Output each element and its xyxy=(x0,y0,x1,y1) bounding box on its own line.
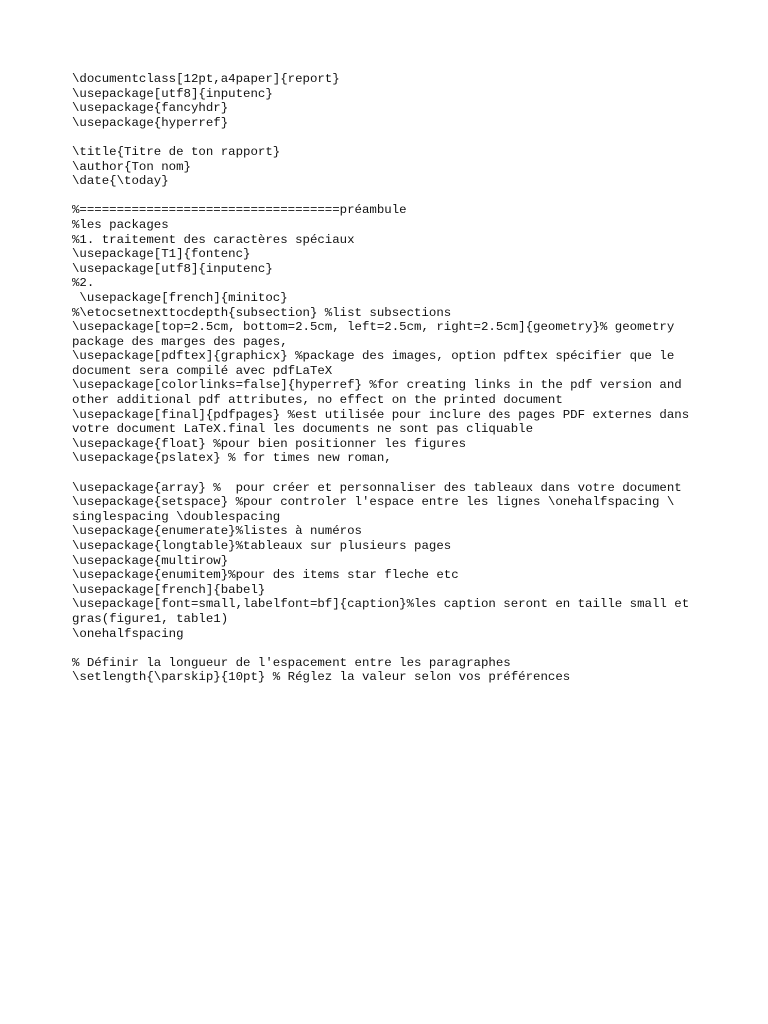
text-line: \usepackage[colorlinks=false]{hyperref} %for creating links in the pdf version and xyxy=(72,378,682,393)
text-line: document sera compilé avec pdfLaTeX xyxy=(72,363,333,378)
text-line: \usepackage{enumitem}%pour des items star fleche etc xyxy=(72,568,459,583)
blank-line xyxy=(72,466,712,481)
text-line: \date{\today} xyxy=(72,174,169,189)
text-line: \usepackage{hyperref} xyxy=(72,115,229,130)
text-line: \usepackage{float} %pour bien positionner les figures xyxy=(72,436,467,451)
text-line: %1. traitement des caractères spéciaux xyxy=(72,232,355,247)
text-line: other additional pdf attributes, no effect on the printed document xyxy=(72,393,563,408)
text-line: \usepackage{array} % pour créer et personnaliser des tableaux dans votre document xyxy=(72,480,682,495)
text-line: \title{Titre de ton rapport} xyxy=(72,144,281,159)
text-line: \usepackage[font=small,labelfont=bf]{caption}%les caption seront en taille small et xyxy=(72,597,690,612)
text-line: %===================================préambule xyxy=(72,203,407,218)
text-line: \usepackage[french]{minitoc} xyxy=(72,290,288,305)
text-line: \onehalfspacing xyxy=(72,626,184,641)
text-line: \usepackage[final]{pdfpages} %est utilisée pour inclure des pages PDF externes dans xyxy=(72,407,690,422)
text-line: \usepackage{pslatex} % for times new roman, xyxy=(72,451,392,466)
text-line: \usepackage[top=2.5cm, bottom=2.5cm, left=2.5cm, right=2.5cm]{geometry}% geometry xyxy=(72,320,675,335)
text-line: \usepackage[utf8]{inputenc} xyxy=(72,261,273,276)
text-line: \usepackage{longtable}%tableaux sur plusieurs pages xyxy=(72,539,452,553)
blank-line xyxy=(72,189,712,204)
text-line: \usepackage{fancyhdr} xyxy=(72,101,229,116)
text-line: \setlength{\parskip}{10pt} % Réglez la valeur selon vos préférences xyxy=(72,670,571,685)
text-line: %les packages xyxy=(72,217,169,232)
text-line: \usepackage{setspace} %pour controler l'espace entre les lignes \onehalfspacing \ xyxy=(72,495,675,510)
blank-line xyxy=(72,130,712,145)
text-line: \documentclass[12pt,a4paper]{report} xyxy=(72,72,340,86)
text-line: \usepackage{enumerate}%listes à numéros xyxy=(72,524,362,539)
text-line: % Définir la longueur de l'espacement entre les paragraphes xyxy=(72,655,511,670)
text-line: singlespacing \doublespacing xyxy=(72,509,281,524)
text-line: \usepackage[pdftex]{graphicx} %package des images, option pdftex spécifier que le xyxy=(72,349,675,364)
text-line: \usepackage[T1]{fontenc} xyxy=(72,247,251,262)
text-line: %\etocsetnexttocdepth{subsection} %list subsections xyxy=(72,305,452,320)
text-line: \author{Ton nom} xyxy=(72,159,191,174)
text-line: \usepackage{multirow} xyxy=(72,553,229,568)
text-line: %2. xyxy=(72,276,95,291)
document-page xyxy=(72,72,712,685)
text-line: \usepackage[french]{babel} xyxy=(72,582,266,597)
text-line: votre document LaTeX.final les documents ne sont pas cliquable xyxy=(72,422,534,437)
text-line: gras(figure1, table1) xyxy=(72,611,229,626)
text-line: package des marges des pages, xyxy=(72,334,288,349)
blank-line xyxy=(72,641,712,656)
text-line: \usepackage[utf8]{inputenc} xyxy=(72,86,273,101)
